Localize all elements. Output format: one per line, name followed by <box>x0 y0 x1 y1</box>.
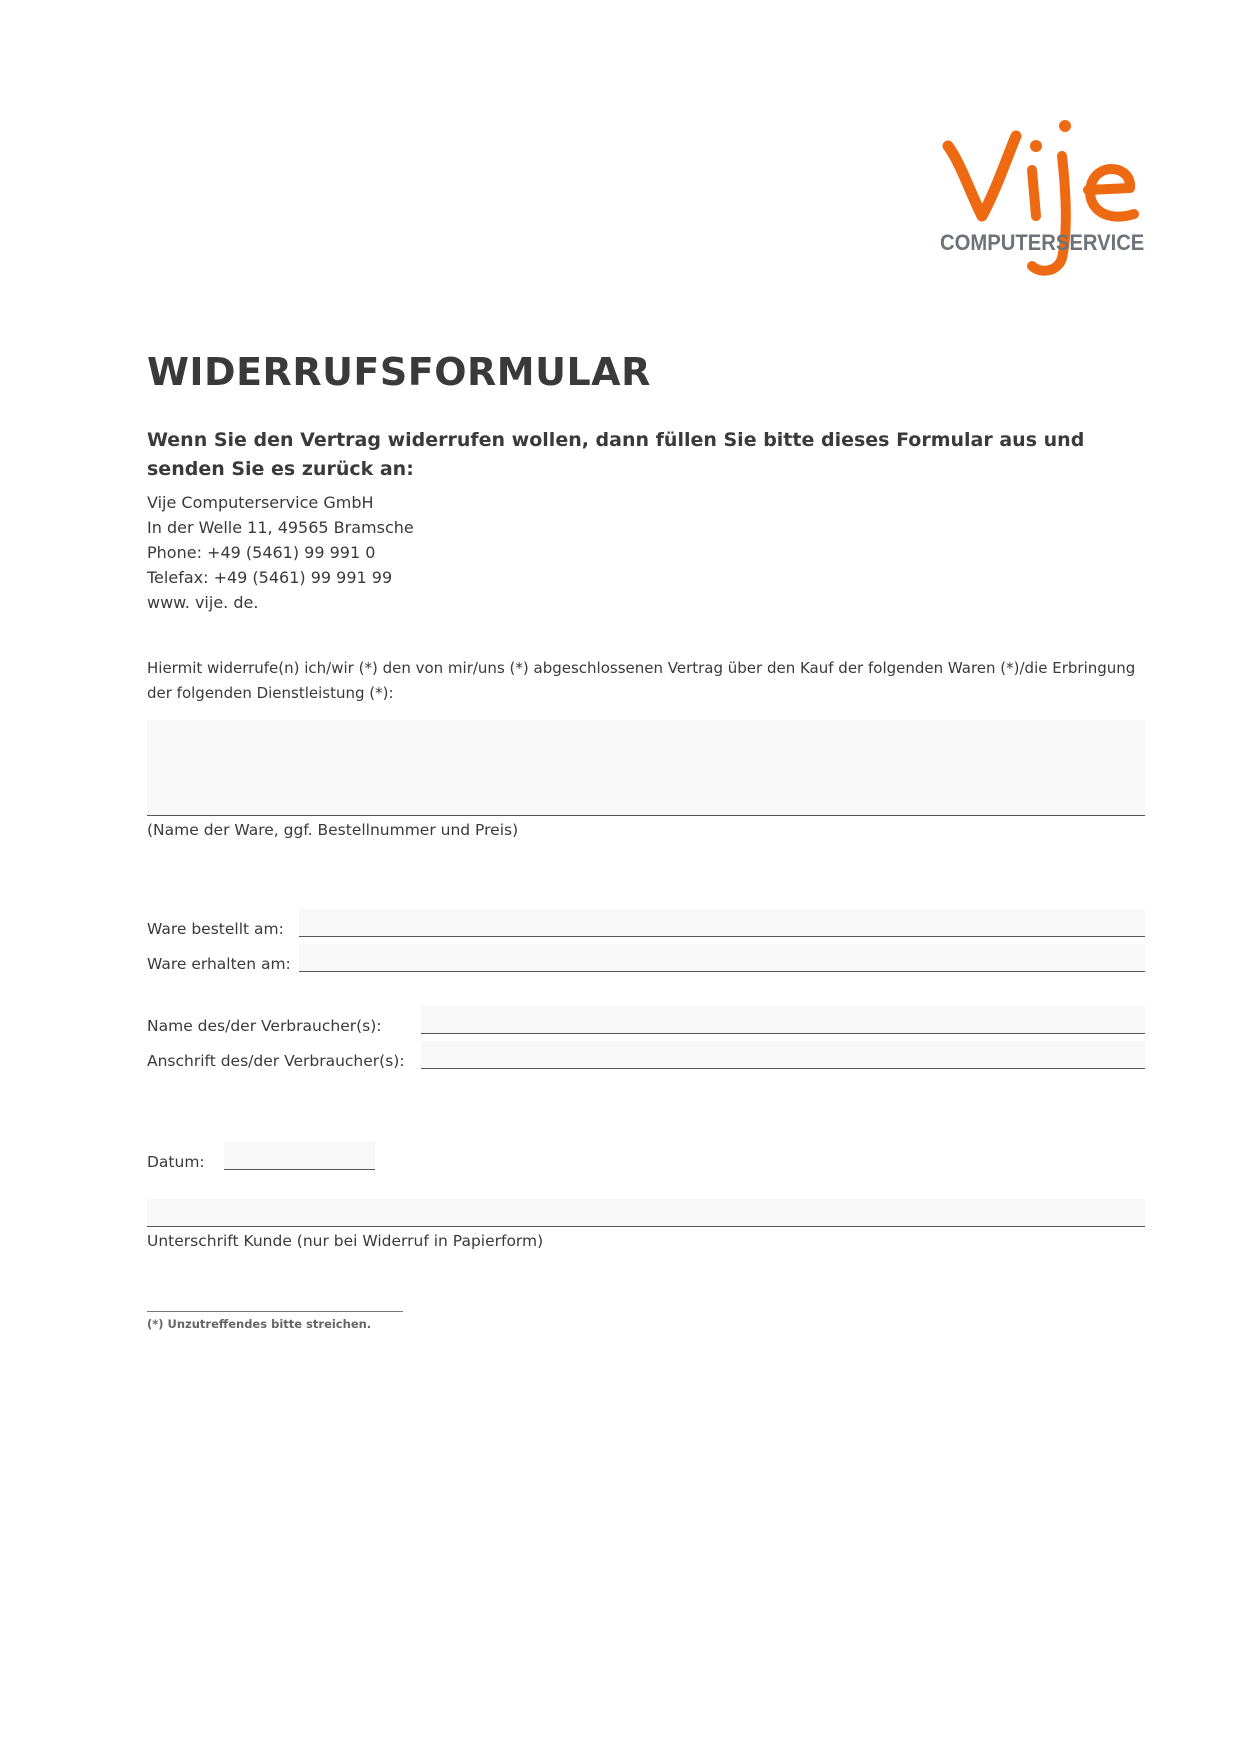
vije-logo <box>940 112 1160 282</box>
received-label: Ware erhalten am: <box>147 955 291 973</box>
vije-wordmark-graphic <box>940 112 1160 282</box>
consumer-address-label: Anschrift des/der Verbraucher(s): <box>147 1052 405 1070</box>
signature-caption: Unterschrift Kunde (nur bei Widerruf in Papierform) <box>147 1232 544 1250</box>
declaration-text: Hiermit widerrufe(n) ich/wir (*) den von mir/uns (*) abgeschlossenen Vertrag über den Kauf der folgenden Waren (*)/die Erbringung der folgenden Dienstleistung (*): <box>147 659 1136 702</box>
address-phone: Phone: +49 (5461) 99 991 0 <box>147 543 376 562</box>
signature-field[interactable] <box>147 1199 1145 1227</box>
intro-text: Wenn Sie den Vertrag widerrufen wollen, dann füllen Sie bitte dieses Formular aus und senden Sie es zurück an: <box>147 429 1085 480</box>
ordered-date-field[interactable] <box>299 909 1145 937</box>
ordered-label: Ware bestellt am: <box>147 920 284 938</box>
consumer-address-field[interactable] <box>421 1041 1145 1069</box>
received-date-field[interactable] <box>299 944 1145 972</box>
address-company: Vije Computerservice GmbH <box>147 493 374 512</box>
logo-subtitle: COMPUTERSERVICE <box>940 230 1145 255</box>
company-address <box>147 490 414 615</box>
page-title: WIDERRUFSFORMULAR <box>147 350 651 394</box>
footnote: (*) Unzutreffendes bitte streichen. <box>147 1317 372 1331</box>
address-fax: Telefax: +49 (5461) 99 991 99 <box>147 568 393 587</box>
goods-input-field[interactable] <box>147 720 1145 816</box>
consumer-name-field[interactable] <box>421 1006 1145 1034</box>
goods-caption: (Name der Ware, ggf. Bestellnummer und Preis) <box>147 821 519 839</box>
consumer-name-label: Name des/der Verbraucher(s): <box>147 1017 382 1035</box>
date-field[interactable] <box>224 1142 375 1170</box>
date-label: Datum: <box>147 1153 205 1171</box>
address-web: www. vije. de. <box>147 593 259 612</box>
footnote-divider <box>147 1311 403 1312</box>
address-street: In der Welle 11, 49565 Bramsche <box>147 518 414 537</box>
